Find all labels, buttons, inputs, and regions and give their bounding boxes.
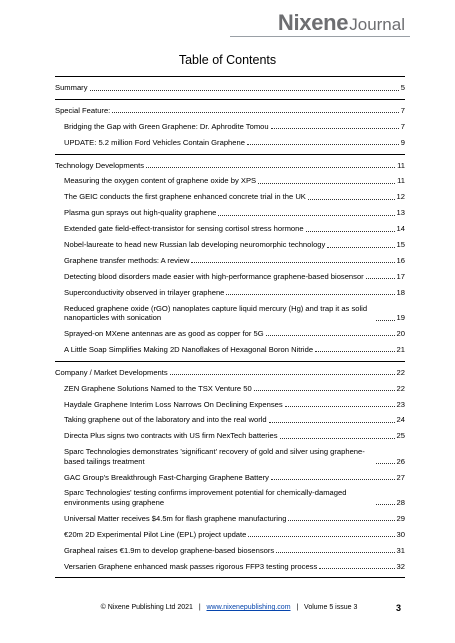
toc-entry-page: 30 <box>396 529 405 539</box>
toc-entry-title: Technology Developments <box>55 160 145 170</box>
toc-entry-page: 23 <box>396 399 405 409</box>
toc-entry-title: Summary <box>55 83 88 92</box>
dot-leader <box>146 167 395 168</box>
toc-entry[interactable] <box>55 138 405 148</box>
toc-entry-page: 18 <box>396 287 405 297</box>
toc-entry-page: 12 <box>396 192 405 202</box>
dot-leader <box>285 406 395 407</box>
toc-section-heading[interactable] <box>55 161 405 171</box>
page-number: 3 <box>396 603 402 613</box>
toc-entry-page: 19 <box>396 313 405 323</box>
toc-entry-title: The GEIC conducts the first graphene enhanced concrete trial in the UK <box>64 192 306 202</box>
toc-entry-title: Extended gate field-effect-transistor for sensing cortisol stress hormone <box>64 224 304 234</box>
dot-leader <box>247 144 399 145</box>
toc-entry-page: 7 <box>400 121 405 131</box>
toc-entry[interactable] <box>55 473 405 483</box>
toc-entry[interactable] <box>55 224 405 234</box>
dot-leader <box>308 199 395 200</box>
toc-entry-page: 29 <box>396 513 405 523</box>
toc-entry-page: 20 <box>396 328 405 338</box>
footer-volume: Volume 5 issue 3 <box>304 604 358 611</box>
logo-underline <box>230 36 410 37</box>
footer-separator: | <box>198 604 201 611</box>
toc-entry-page: 22 <box>396 383 405 393</box>
dot-leader <box>376 320 395 321</box>
dot-leader <box>327 247 394 248</box>
toc-entry-title: UPDATE: 5.2 million Ford Vehicles Contain Graphene <box>64 137 245 147</box>
toc-entry-title: Graphene transfer methods: A review <box>64 255 190 265</box>
dot-leader <box>366 278 395 279</box>
toc-entry-page: 15 <box>396 240 405 250</box>
toc-entry-title: Sparc Technologies demonstrates 'significant' recovery of gold and silver using graphene-based tailings treatment <box>64 447 365 466</box>
toc-section <box>55 99 405 147</box>
toc-entry-title: Company / Market Developments <box>55 367 168 377</box>
dot-leader <box>266 335 395 336</box>
toc-entry-title: Reduced graphene oxide (rGO) nanoplates capture liquid mercury (Hg) and trap it as solid nanoparticles with sonication <box>64 303 368 323</box>
toc-entry[interactable] <box>55 122 405 132</box>
toc-entry-page: 31 <box>396 545 405 555</box>
dot-leader <box>306 231 395 232</box>
toc-section-heading[interactable] <box>55 368 405 378</box>
dot-leader <box>271 479 395 480</box>
table-of-contents <box>55 76 405 578</box>
toc-entry-page: 5 <box>400 83 405 92</box>
toc-entry-page: 27 <box>396 472 405 482</box>
toc-entry-title: Taking graphene out of the laboratory and into the real world <box>64 415 267 425</box>
toc-entry-page: 21 <box>396 344 405 354</box>
toc-entry-title: Versarien Graphene enhanced mask passes rigorous FFP3 testing process <box>64 561 318 571</box>
toc-entry-page: 26 <box>396 456 405 466</box>
dot-leader <box>254 390 395 391</box>
toc-entry[interactable] <box>55 272 405 282</box>
dot-leader <box>376 504 395 505</box>
toc-entry-page: 7 <box>400 105 405 115</box>
dot-leader <box>319 568 394 569</box>
toc-entry[interactable] <box>55 384 405 394</box>
dot-leader <box>191 262 394 263</box>
toc-title: Table of Contents <box>178 53 277 67</box>
footer-website-link[interactable]: www.nixenepublishing.com <box>206 604 291 611</box>
toc-entry[interactable] <box>55 562 405 572</box>
toc-entry-page: 24 <box>396 415 405 425</box>
dot-leader <box>170 374 395 375</box>
toc-entry-title: Grapheal raises €1.9m to develop graphene-based biosensors <box>64 545 275 555</box>
toc-entry[interactable] <box>55 514 405 524</box>
page-footer <box>54 604 404 611</box>
toc-entry[interactable] <box>55 304 405 323</box>
toc-section-heading[interactable] <box>55 106 405 116</box>
dot-leader <box>288 520 394 521</box>
toc-entry-title: ZEN Graphene Solutions Named to the TSX Venture 50 <box>64 383 252 393</box>
dot-leader <box>112 112 398 113</box>
toc-entry[interactable] <box>55 488 405 507</box>
footer-separator: | <box>296 604 299 611</box>
dot-leader <box>376 463 395 464</box>
toc-entry-page: 9 <box>400 137 405 147</box>
toc-entry-page: 13 <box>396 208 405 218</box>
dot-leader <box>90 90 399 91</box>
dot-leader <box>248 536 394 537</box>
logo-brand-light: Journal <box>349 15 405 34</box>
toc-entry[interactable] <box>55 431 405 441</box>
toc-entry-title: Nobel-laureate to head new Russian lab developing neuromorphic technology <box>64 240 326 250</box>
toc-entry[interactable] <box>55 288 405 298</box>
toc-entry-title: GAC Group's Breakthrough Fast-Charging Graphene Battery <box>64 472 269 482</box>
dot-leader <box>276 552 394 553</box>
toc-entry[interactable] <box>55 208 405 218</box>
toc-end-rule <box>55 577 405 578</box>
toc-entry[interactable] <box>55 415 405 425</box>
toc-entry-title: €20m 2D Experimental Pilot Line (EPL) project update <box>64 529 247 539</box>
toc-entry-page: 22 <box>396 367 405 377</box>
toc-entry-title: Plasma gun sprays out high-quality graphene <box>64 208 217 218</box>
toc-entry[interactable] <box>55 176 405 186</box>
dot-leader <box>226 294 394 295</box>
toc-entry-page: 11 <box>397 176 405 186</box>
toc-entry[interactable] <box>55 256 405 266</box>
toc-entry-title: Measuring the oxygen content of graphene oxide by XPS <box>64 176 257 186</box>
dot-leader <box>269 422 395 423</box>
toc-entry[interactable] <box>55 546 405 556</box>
journal-logo <box>278 10 405 36</box>
dot-leader <box>280 438 395 439</box>
toc-entry-title: Directa Plus signs two contracts with US firm NexTech batteries <box>64 431 278 441</box>
dot-leader <box>315 351 395 352</box>
dot-leader <box>271 128 399 129</box>
toc-entry-page: 14 <box>396 224 405 234</box>
toc-entry-title: Bridging the Gap with Green Graphene: Dr. Aphrodite Tomou <box>64 121 269 131</box>
toc-entry[interactable] <box>55 192 405 202</box>
toc-entry-title: Haydale Graphene Interim Loss Narrows On Declining Expenses <box>64 399 283 409</box>
toc-entry-title: Universal Matter receives $4.5m for flash graphene manufacturing <box>64 513 287 523</box>
toc-entry-page: 28 <box>396 497 405 507</box>
toc-entry[interactable] <box>55 530 405 540</box>
toc-entry-page: 16 <box>396 255 405 265</box>
toc-entry[interactable] <box>55 400 405 410</box>
toc-entry[interactable] <box>55 240 405 250</box>
toc-entry-title: Special Feature: <box>55 105 111 115</box>
toc-entry[interactable] <box>55 329 405 339</box>
toc-entry-title: Superconductivity observed in trilayer graphene <box>64 287 225 297</box>
toc-entry-title: Sprayed-on MXene antennas are as good as copper for 5G <box>64 328 264 338</box>
toc-entry[interactable] <box>55 447 405 466</box>
toc-entry-title: Detecting blood disorders made easier with high-performance graphene-based biosensor <box>64 271 364 281</box>
dot-leader <box>258 183 395 184</box>
dot-leader <box>218 215 394 216</box>
toc-section <box>55 154 405 355</box>
toc-entry-page: 11 <box>397 160 405 170</box>
logo-brand-bold: Nixene <box>277 10 349 35</box>
toc-entry-title: Sparc Technologies' testing confirms improvement potential for chemically-damaged environments using graphene <box>64 488 347 507</box>
toc-section <box>55 361 405 571</box>
toc-section-heading[interactable] <box>55 83 405 93</box>
toc-entry-page: 17 <box>396 271 405 281</box>
toc-entry-title: A Little Soap Simplifies Making 2D Nanoflakes of Hexagonal Boron Nitride <box>64 344 314 354</box>
footer-copyright: © Nixene Publishing Ltd 2021 <box>100 604 193 611</box>
toc-entry[interactable] <box>55 345 405 355</box>
toc-entry-page: 32 <box>396 561 405 571</box>
toc-entry-page: 25 <box>396 431 405 441</box>
toc-section <box>55 76 405 93</box>
